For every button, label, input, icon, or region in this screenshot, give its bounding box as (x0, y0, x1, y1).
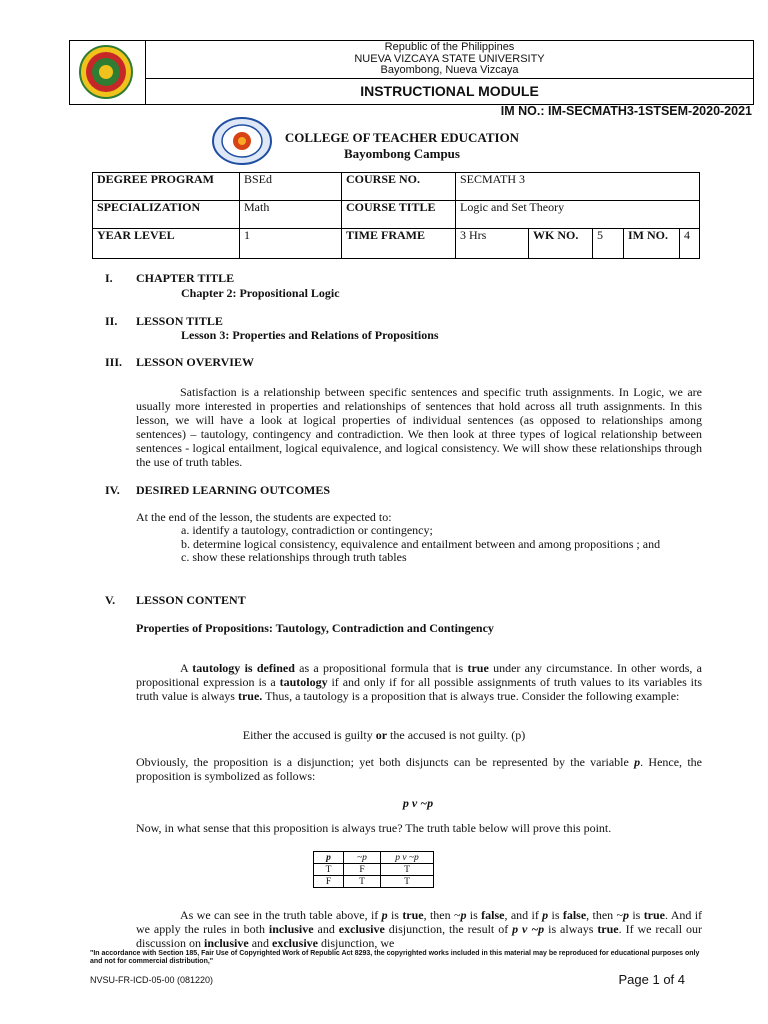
section-lesson-content: V. LESSON CONTENT (105, 593, 246, 607)
week-no-label: WK NO. (529, 229, 593, 259)
copyright-note: "In accordance with Section 185, Fair Use of Copyrighted Work of Republic Act 8293, the copyrighted works included in this material may be reproduced for educational purposes only and not for commercial distribution," (90, 950, 700, 965)
tt-header-p-or-not-p: p v ~p (381, 852, 434, 864)
tt-cell: F (344, 864, 381, 876)
college-name: COLLEGE OF TEACHER EDUCATION (284, 130, 520, 145)
header-title-cell (146, 41, 753, 79)
overview-paragraph: Satisfaction is a relationship between specific sentences and specific truth assignments. In Logic, we are usually more interested in properties and relationships of sentences that hold across all truth assignments. In this lesson, we will have a look at logical properties of individual sentences (as opposed to relationships among sentences) – tautology, contingency and contradiction. We then look at three types of logical relationship between sentences - logical entailment, logical equivalence, and logical consistency. We will show these relationships through the use of truth tables. (136, 385, 702, 469)
im-no-value: 4 (680, 229, 700, 259)
analysis-paragraph: As we can see in the truth table above, if p is true, then ~p is false, and if p is false, then ~p is true. And if we apply the rules in both inclusive and exclusive disjunction, the result of p v ~p is always true. If we recall our discussion on inclusive and exclusive disjunction, we (136, 908, 702, 950)
section-chapter-title: I. CHAPTER TITLE (105, 271, 235, 285)
tt-cell: T (381, 864, 434, 876)
logo-cell (70, 41, 146, 104)
module-title: INSTRUCTIONAL MODULE (360, 83, 539, 99)
time-frame-label: TIME FRAME (342, 229, 456, 259)
degree-value: BSEd (240, 173, 342, 201)
table-row (314, 876, 434, 888)
table-row (314, 864, 434, 876)
outcome-c: c. show these relationships through truth tables (181, 550, 407, 564)
im-number: IM NO.: IM-SECMATH3-1STSEM-2020-2021 (500, 104, 752, 118)
formula: p v ~p (402, 796, 434, 810)
tt-cell: F (314, 876, 344, 888)
tt-header-p: p (314, 852, 344, 864)
year-level-label: YEAR LEVEL (93, 229, 240, 259)
truth-table-intro: Now, in what sense that this proposition is always true? The truth table below will prove this point. (136, 821, 612, 835)
tt-cell: T (314, 864, 344, 876)
republic-line: Republic of the Philippines (384, 41, 515, 53)
lesson-title: Lesson 3: Properties and Relations of Propositions (181, 328, 439, 342)
tautology-paragraph: A tautology is defined as a propositional formula that is true under any circumstance. In other words, a propositional expression is a tautology if and only if for all possible assignments of truth values to its variables its truth value is always true. Thus, a tautology is a proposition that is always true. Consider the following example: (136, 661, 703, 703)
page-number: Page 1 of 4 (618, 972, 685, 987)
example-sentence: Either the accused is guilty or the accused is not guilty. (p) (242, 728, 526, 742)
section-lesson-overview: III. LESSON OVERVIEW (105, 355, 254, 369)
university-seal-icon (78, 45, 134, 99)
outcomes-intro: At the end of the lesson, the students are expected to: (136, 510, 392, 524)
course-no-label: COURSE NO. (342, 173, 456, 201)
college-campus: Bayombong Campus (344, 146, 460, 161)
tt-cell: T (381, 876, 434, 888)
tt-cell: T (344, 876, 381, 888)
university-address: Bayombong, Nueva Vizcaya (380, 64, 519, 76)
time-frame-value: 3 Hrs (456, 229, 529, 259)
header-box (69, 40, 754, 105)
college-heading (272, 130, 532, 162)
outcomes-list (181, 524, 706, 565)
college-seal-icon (212, 117, 272, 165)
degree-label: DEGREE PROGRAM (93, 173, 240, 201)
section-lesson-title: II. LESSON TITLE (105, 314, 223, 328)
content-heading: Properties of Propositions: Tautology, Contradiction and Contingency (136, 621, 494, 635)
course-info-table (92, 172, 700, 259)
form-code: NVSU-FR-ICD-05-00 (081220) (90, 975, 214, 985)
week-no-value: 5 (593, 229, 624, 259)
outcome-a: a. identify a tautology, contradiction or contingency; (181, 523, 433, 537)
im-no-label: IM NO. (624, 229, 680, 259)
course-no-value: SECMATH 3 (456, 173, 700, 201)
specialization-label: SPECIALIZATION (93, 201, 240, 229)
university-name: NUEVA VIZCAYA STATE UNIVERSITY (354, 52, 545, 65)
course-title-label: COURSE TITLE (342, 201, 456, 229)
tt-header-not-p: ~p (344, 852, 381, 864)
disjunction-paragraph: Obviously, the proposition is a disjunction; yet both disjuncts can be represented by the variable p. Hence, the proposition is symbolized as follows: (136, 755, 702, 783)
truth-table (313, 851, 434, 888)
chapter-title: Chapter 2: Propositional Logic (181, 286, 340, 300)
outcome-b: b. determine logical consistency, equivalence and entailment between and among propositions ; and (181, 536, 661, 551)
section-learning-outcomes: IV. DESIRED LEARNING OUTCOMES (105, 483, 331, 497)
course-title-value: Logic and Set Theory (456, 201, 700, 229)
specialization-value: Math (240, 201, 342, 229)
year-level-value: 1 (240, 229, 342, 259)
